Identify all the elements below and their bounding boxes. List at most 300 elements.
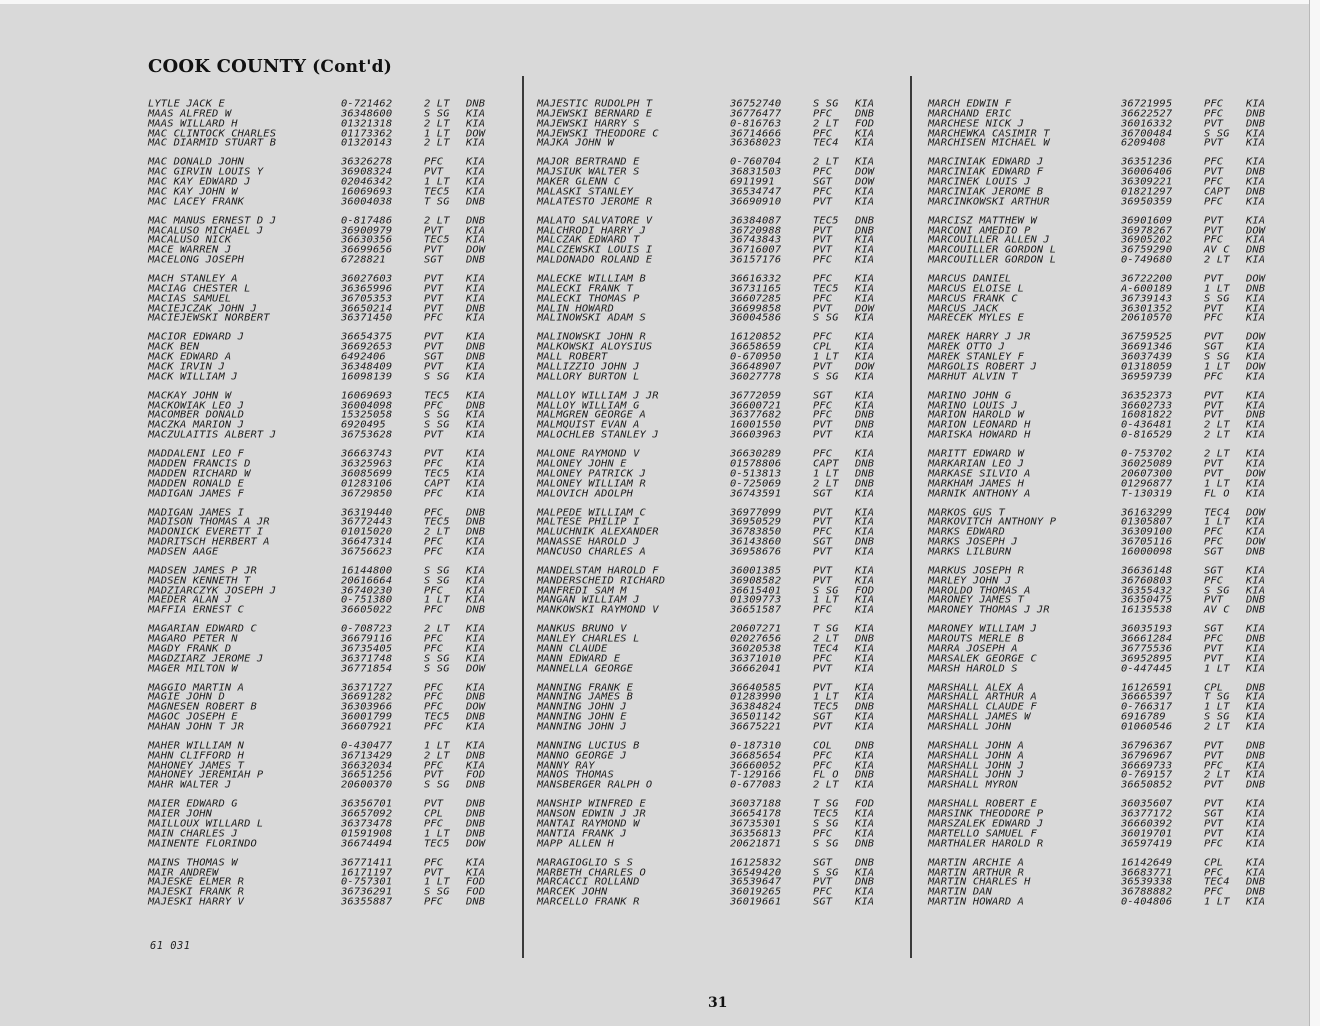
serial-number: 36691282 — [341, 691, 393, 703]
status: KIA — [855, 195, 875, 207]
grade: PFC — [424, 584, 444, 596]
status: KIA — [855, 623, 875, 635]
serial-number: 36636148 — [1121, 565, 1173, 577]
grade: SGT — [813, 176, 833, 188]
serial-number: 16069693 — [341, 186, 393, 198]
grade: S SG — [424, 370, 450, 383]
casualty-name: MAJESKI FRANK R — [148, 886, 245, 898]
status: DOW — [1246, 273, 1266, 285]
serial-number: 36739143 — [1121, 292, 1173, 304]
status: KIA — [1246, 370, 1266, 383]
serial-number: 36950529 — [730, 516, 782, 528]
grade: PVT — [813, 361, 833, 373]
grade: 1 LT — [1204, 516, 1230, 528]
grade: PFC — [813, 166, 833, 178]
casualty-name: MAGARO PETER N — [148, 633, 238, 645]
casualty-name: MAGIE JOHN D — [148, 691, 225, 703]
status: KIA — [855, 331, 875, 343]
serial-number: 01320143 — [341, 137, 393, 149]
status: KIA — [1246, 711, 1266, 723]
serial-number: 36683771 — [1121, 866, 1173, 878]
casualty-name: MARCEK JOHN — [537, 886, 608, 898]
grade: PFC — [1204, 176, 1224, 188]
casualty-name: MACIAG CHESTER L — [148, 283, 251, 295]
serial-number: 6920495 — [341, 419, 386, 431]
serial-number: 01060546 — [1121, 721, 1173, 733]
serial-number: 36690910 — [730, 195, 782, 207]
status: KIA — [466, 594, 486, 606]
casualty-name: MANGAN WILLIAM J — [537, 594, 640, 606]
grade: PVT — [813, 244, 833, 256]
grade: PFC — [1204, 837, 1224, 849]
serial-number: 0-766317 — [1121, 701, 1173, 713]
casualty-name: MANNELLA GEORGE — [537, 662, 634, 674]
serial-number: 16135538 — [1121, 604, 1173, 616]
casualty-name: MARCHEWKA CASIMIR T — [928, 127, 1050, 139]
status: KIA — [1246, 574, 1266, 586]
grade: PFC — [813, 526, 833, 538]
status: KIA — [466, 643, 486, 655]
status: KIA — [1246, 312, 1266, 324]
county-title: COOK COUNTY — [148, 56, 307, 77]
grade: PVT — [1204, 798, 1224, 810]
grade: PFC — [1204, 536, 1224, 548]
status: DNB — [466, 896, 486, 908]
status: KIA — [855, 234, 875, 246]
status: DNB — [466, 691, 486, 703]
casualty-name: MARSINK THEODORE P — [928, 808, 1044, 820]
status: DNB — [466, 399, 486, 411]
grade: 2 LT — [1204, 769, 1230, 781]
casualty-name: MADZIARCZYK JOSEPH J — [148, 584, 277, 596]
serial-number: 36660392 — [1121, 818, 1173, 830]
casualty-name: MARLEY JOHN J — [928, 574, 1012, 586]
status: KIA — [1246, 759, 1266, 771]
status: DOW — [855, 176, 875, 188]
serial-number: 36796367 — [1121, 740, 1173, 752]
grade: SGT — [813, 389, 833, 401]
casualty-name: MADDEN FRANCIS D — [148, 458, 251, 470]
status: KIA — [466, 361, 486, 373]
casualty-name: MALMGREN GEORGE A — [537, 409, 646, 421]
grade: 2 LT — [424, 137, 450, 149]
grade: CAPT — [1204, 186, 1230, 198]
grade: PVT — [813, 224, 833, 236]
casualty-name: MARION LEONARD H — [928, 419, 1031, 431]
casualty-name: MAC KAY EDWARD J — [148, 176, 251, 188]
casualty-name: MARSALEK GEORGE C — [928, 652, 1037, 664]
casualty-name: MAC DIARMID STUART B — [148, 137, 277, 149]
casualty-name: MACK BEN — [148, 341, 200, 353]
casualty-name: MALIN HOWARD — [537, 302, 614, 314]
grade: PFC — [1204, 312, 1224, 324]
grade: PVT — [1204, 137, 1224, 149]
status: DOW — [855, 302, 875, 314]
serial-number: 36006406 — [1121, 166, 1173, 178]
casualty-name: MARSH HAROLD S — [928, 662, 1018, 674]
grade: PVT — [424, 341, 444, 353]
serial-number: 36027603 — [341, 273, 393, 285]
status: KIA — [1246, 516, 1266, 528]
grade: 2 LT — [1204, 419, 1230, 431]
grade: PVT — [813, 516, 833, 528]
status: DOW — [1246, 506, 1266, 518]
casualty-name: MANNING JAMES B — [537, 691, 634, 703]
status: KIA — [1246, 652, 1266, 664]
grade: 2 LT — [424, 623, 450, 635]
status: KIA — [466, 429, 486, 441]
casualty-name: MANKUS BRUNO V — [537, 623, 627, 635]
serial-number: 36534747 — [730, 186, 782, 198]
serial-number: 36735301 — [730, 818, 782, 830]
casualty-name: MAEDER ALAN J — [148, 594, 232, 606]
serial-number: 36952895 — [1121, 652, 1173, 664]
grade: PVT — [424, 331, 444, 343]
status: KIA — [855, 399, 875, 411]
casualty-name: MALTESE PHILIP I — [537, 516, 640, 528]
status: KIA — [855, 127, 875, 139]
grade: 2 LT — [813, 633, 839, 645]
grade: FL O — [813, 769, 839, 781]
casualty-name: MALONE RAYMOND V — [537, 448, 640, 460]
casualty-name: MAREK OTTO J — [928, 341, 1005, 353]
status: KIA — [855, 886, 875, 898]
casualty-name: MANDELSTAM HAROLD F — [537, 565, 659, 577]
grade: AV C — [1204, 244, 1230, 256]
casualty-name: MANCUSO CHARLES A — [537, 546, 646, 558]
casualty-name: MARKS JOSEPH J — [928, 536, 1018, 548]
status: KIA — [466, 108, 486, 120]
serial-number: T-130319 — [1121, 487, 1173, 499]
status: KIA — [1246, 98, 1266, 110]
casualty-name: MAHONEY JEREMIAH P — [148, 769, 264, 781]
status: KIA — [1246, 662, 1266, 674]
serial-number: 36616332 — [730, 273, 782, 285]
grade: PFC — [424, 458, 444, 470]
grade: PFC — [424, 643, 444, 655]
status: KIA — [1246, 584, 1266, 596]
serial-number: 36650214 — [341, 302, 393, 314]
casualty-name: MARONEY WILLIAM J — [928, 623, 1037, 635]
grade: 1 LT — [1204, 662, 1230, 674]
status: KIA — [855, 574, 875, 586]
status: DNB — [1246, 546, 1266, 558]
status: KIA — [1246, 341, 1266, 353]
serial-number: 36630289 — [730, 448, 782, 460]
casualty-name: MARHUT ALVIN T — [928, 370, 1018, 383]
casualty-name: MALCZAK EDWARD T — [537, 234, 640, 246]
grade: PFC — [813, 409, 833, 421]
serial-number: 0-769157 — [1121, 769, 1173, 781]
serial-number: 01318059 — [1121, 361, 1173, 373]
serial-number: 36350475 — [1121, 594, 1173, 606]
grade: S SG — [424, 779, 450, 791]
casualty-name: MARINO JOHN G — [928, 389, 1012, 401]
grade: PVT — [424, 361, 444, 373]
serial-number: 01015020 — [341, 526, 393, 538]
casualty-name: MAGER MILTON W — [148, 662, 238, 674]
casualty-name: MALECKE WILLIAM B — [537, 273, 646, 285]
casualty-name: MAIER JOHN — [148, 808, 213, 820]
grade: PVT — [813, 195, 833, 207]
casualty-name: MARCACCI ROLLAND — [537, 876, 640, 888]
status: DNB — [466, 516, 486, 528]
casualty-name: MACZKA MARION J — [148, 419, 245, 431]
grade: PFC — [424, 681, 444, 693]
serial-number: 36035193 — [1121, 623, 1173, 635]
casualty-name: MARCUS DANIEL — [928, 273, 1012, 285]
status: DNB — [466, 214, 486, 226]
serial-number: 36365996 — [341, 283, 393, 295]
grade: SGT — [813, 896, 833, 908]
status: KIA — [466, 186, 486, 198]
grade: PFC — [424, 701, 444, 713]
serial-number: 36735405 — [341, 643, 393, 655]
grade: TEC5 — [813, 283, 839, 295]
serial-number: 36016332 — [1121, 117, 1173, 129]
serial-number: 36356701 — [341, 798, 393, 810]
serial-number: 36348409 — [341, 361, 393, 373]
grade: CAPT — [813, 458, 839, 470]
serial-number: 36351236 — [1121, 156, 1173, 168]
serial-number: 36371748 — [341, 652, 393, 664]
grade: PFC — [813, 828, 833, 840]
serial-number: 36004038 — [341, 195, 393, 207]
casualty-name: MALINOWSKI JOHN R — [537, 331, 646, 343]
casualty-name: MANLEY CHARLES L — [537, 633, 640, 645]
status: DNB — [466, 779, 486, 791]
grade: PFC — [1204, 234, 1224, 246]
grade: PFC — [1204, 759, 1224, 771]
serial-number: 36731165 — [730, 283, 782, 295]
status: KIA — [1246, 837, 1266, 849]
continued-label: (Cont'd) — [312, 57, 392, 77]
casualty-name: MARCINEK LOUIS J — [928, 176, 1031, 188]
grade: PFC — [424, 818, 444, 830]
serial-number: T-129166 — [730, 769, 782, 781]
casualty-name: MANNING JOHN J — [537, 701, 627, 713]
status: DNB — [855, 477, 875, 489]
casualty-name: MARCOUILLER GORDON L — [928, 254, 1057, 266]
casualty-name: MAREK STANLEY F — [928, 351, 1025, 363]
serial-number: 36384087 — [730, 214, 782, 226]
status: KIA — [855, 565, 875, 577]
grade: PVT — [1204, 643, 1224, 655]
status: KIA — [1246, 769, 1266, 781]
grade: 1 LT — [813, 351, 839, 363]
grade: CPL — [1204, 856, 1224, 868]
serial-number: 0-753702 — [1121, 448, 1173, 460]
serial-number: 36037188 — [730, 798, 782, 810]
casualty-name: MACOMBER DONALD — [148, 409, 245, 421]
grade: PVT — [424, 166, 444, 178]
casualty-name: MARNIK ANTHONY A — [928, 487, 1031, 499]
grade: SGT — [1204, 546, 1224, 558]
casualty-name: MANSON EDWIN J JR — [537, 808, 646, 820]
status: KIA — [466, 234, 486, 246]
serial-number: 36908582 — [730, 574, 782, 586]
status: KIA — [855, 370, 875, 383]
grade: PVT — [424, 448, 444, 460]
casualty-name: MARCOUILLER ALLEN J — [928, 234, 1050, 246]
serial-number: 36163299 — [1121, 506, 1173, 518]
grade: 1 LT — [1204, 361, 1230, 373]
grade: PFC — [813, 749, 833, 761]
casualty-name: MARTIN DAN — [928, 886, 993, 898]
status: KIA — [855, 779, 875, 791]
status: KIA — [1246, 399, 1266, 411]
status: KIA — [855, 487, 875, 499]
serial-number: 0-670950 — [730, 351, 782, 363]
status: KIA — [1246, 214, 1266, 226]
grade: T SG — [813, 798, 839, 810]
casualty-name: LYTLE JACK E — [148, 98, 225, 110]
serial-number: 36783850 — [730, 526, 782, 538]
casualty-name: MAROLDO THOMAS A — [928, 584, 1031, 596]
status: KIA — [855, 604, 875, 616]
grade: TEC5 — [424, 711, 450, 723]
status: KIA — [855, 98, 875, 110]
serial-number: 36371010 — [730, 652, 782, 664]
grade: FL O — [1204, 487, 1230, 499]
casualty-name: MAJESKE ELMER R — [148, 876, 245, 888]
grade: 1 LT — [813, 594, 839, 606]
status: KIA — [855, 721, 875, 733]
status: DOW — [466, 701, 486, 713]
grade: PFC — [813, 331, 833, 343]
grade: PVT — [1204, 458, 1224, 470]
serial-number: 02046342 — [341, 176, 393, 188]
casualty-name: MARCINIAK EDWARD F — [928, 166, 1044, 178]
grade: PVT — [813, 234, 833, 246]
serial-number: 16142649 — [1121, 856, 1173, 868]
serial-number: 36729850 — [341, 487, 393, 499]
status: FOD — [466, 769, 486, 781]
serial-number: 36640585 — [730, 681, 782, 693]
status: DNB — [1246, 166, 1266, 178]
serial-number: 36788882 — [1121, 886, 1173, 898]
casualty-name: MALATO SALVATORE V — [537, 214, 653, 226]
grade: 2 LT — [424, 214, 450, 226]
grade: PVT — [813, 574, 833, 586]
status: KIA — [466, 273, 486, 285]
casualty-name: MALLIZZIO JOHN J — [537, 361, 640, 373]
status: KIA — [1246, 137, 1266, 149]
serial-number: 36669733 — [1121, 759, 1173, 771]
grade: 1 LT — [813, 691, 839, 703]
casualty-name: MACIOR EDWARD J — [148, 331, 245, 343]
grade: PVT — [1204, 594, 1224, 606]
casualty-name: MADRITSCH HERBERT A — [148, 536, 270, 548]
casualty-name: MANNING LUCIUS B — [537, 740, 640, 752]
casualty-name: MANNY RAY — [537, 759, 595, 771]
status: KIA — [855, 516, 875, 528]
grade: SGT — [1204, 623, 1224, 635]
grade: 1 LT — [1204, 283, 1230, 295]
status: DOW — [1246, 536, 1266, 548]
casualty-name: MARCUS ELOISE L — [928, 283, 1025, 295]
status: DOW — [1246, 331, 1266, 343]
casualty-name: MARGOLIS ROBERT J — [928, 361, 1037, 373]
casualty-name: MARSHALL CLAUDE F — [928, 701, 1037, 713]
status: DNB — [1246, 108, 1266, 120]
grade: S SG — [424, 565, 450, 577]
status: KIA — [466, 292, 486, 304]
casualty-name: MAC CLINTOCK CHARLES — [148, 127, 277, 139]
casualty-name: MADISON THOMAS A JR — [148, 516, 270, 528]
status: FOD — [855, 117, 875, 129]
serial-number: 0-760704 — [730, 156, 782, 168]
serial-number: 36679116 — [341, 633, 393, 645]
casualty-name: MARAGIOGLIO S S — [537, 856, 634, 868]
serial-number: 36705353 — [341, 292, 393, 304]
serial-number: 0-749680 — [1121, 254, 1173, 266]
status: KIA — [1246, 448, 1266, 460]
serial-number: 16120852 — [730, 331, 782, 343]
serial-number: 36501142 — [730, 711, 782, 723]
casualty-name: MACE WARREN J — [148, 244, 232, 256]
casualty-name: MALOVICH ADOLPH — [537, 487, 634, 499]
casualty-name: MAGDZIARZ JEROME J — [148, 652, 264, 664]
serial-number: 36607921 — [341, 721, 393, 733]
casualty-name: MAINENTE FLORINDO — [148, 837, 257, 849]
serial-number: 36958676 — [730, 546, 782, 558]
serial-number: 36674494 — [341, 837, 393, 849]
status: KIA — [466, 584, 486, 596]
status: DNB — [1246, 681, 1266, 693]
serial-number: 36622527 — [1121, 108, 1173, 120]
status: DNB — [1246, 749, 1266, 761]
status: KIA — [466, 117, 486, 129]
status: KIA — [1246, 565, 1266, 577]
grade: PFC — [813, 273, 833, 285]
serial-number: 36348600 — [341, 108, 393, 120]
grade: SGT — [813, 711, 833, 723]
grade: SGT — [424, 254, 444, 266]
grade: S SG — [1204, 127, 1230, 139]
casualty-name: MAPP ALLEN H — [537, 837, 614, 849]
serial-number: 36648907 — [730, 361, 782, 373]
status: DOW — [1246, 224, 1266, 236]
status: KIA — [1246, 808, 1266, 820]
casualty-name: MARTIN ARCHIE A — [928, 856, 1025, 868]
grade: PVT — [813, 546, 833, 558]
status: DNB — [466, 98, 486, 110]
grade: PFC — [424, 856, 444, 868]
status: DNB — [1246, 283, 1266, 295]
status: KIA — [1246, 302, 1266, 314]
serial-number: 36831503 — [730, 166, 782, 178]
serial-number: 36377172 — [1121, 808, 1173, 820]
casualty-name: MACH STANLEY A — [148, 273, 238, 285]
casualty-name: MALATESTO JEROME R — [537, 195, 653, 207]
serial-number: 36377682 — [730, 409, 782, 421]
grade: CAPT — [424, 477, 450, 489]
status: KIA — [855, 711, 875, 723]
serial-number: 36721995 — [1121, 98, 1173, 110]
status: KIA — [1246, 429, 1266, 441]
page-header — [148, 56, 392, 77]
serial-number: 36355887 — [341, 896, 393, 908]
status: DNB — [466, 351, 486, 363]
serial-number: 36900979 — [341, 224, 393, 236]
grade: PVT — [1204, 166, 1224, 178]
casualty-name: MARSHALL JOHN A — [928, 749, 1025, 761]
status: KIA — [855, 156, 875, 168]
status: KIA — [466, 166, 486, 178]
serial-number: 36352373 — [1121, 389, 1173, 401]
serial-number: A-600189 — [1121, 283, 1173, 295]
